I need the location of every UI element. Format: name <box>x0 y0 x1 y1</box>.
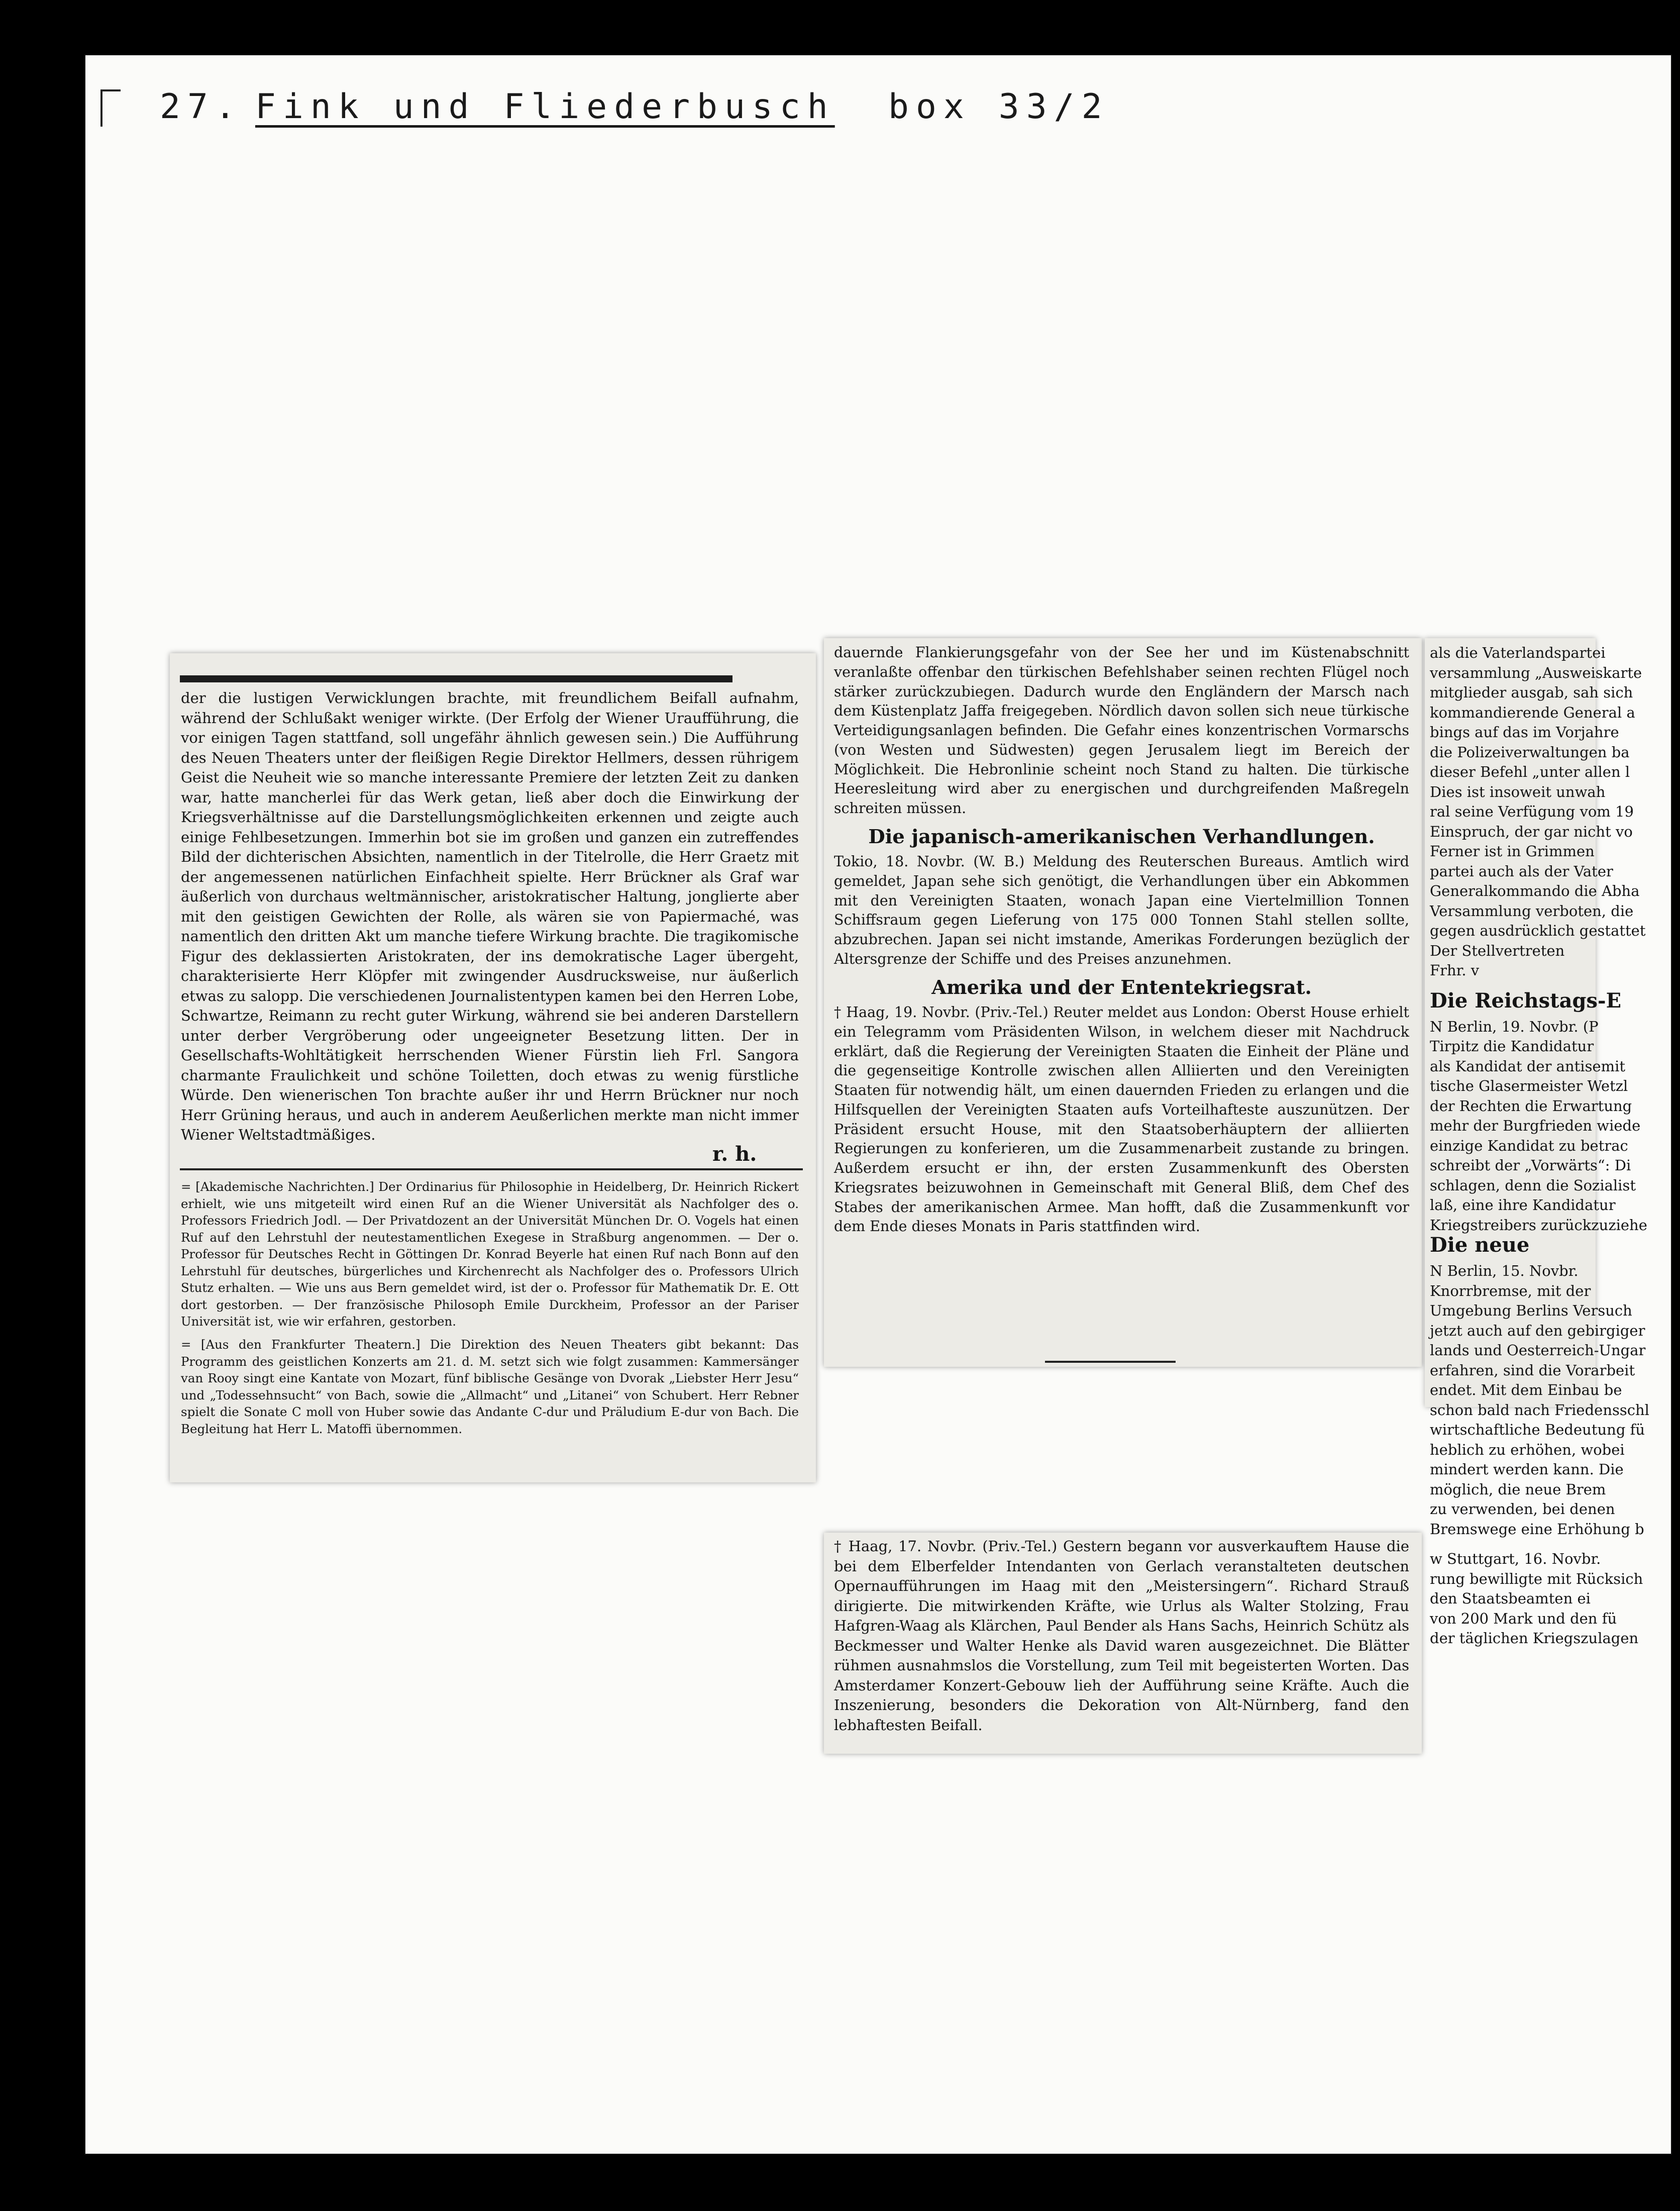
right-column-line: tische Glasermeister Wetzl <box>1430 1077 1628 1094</box>
clipping-right-column <box>1425 638 1649 1647</box>
notice-academic: = [Akademische Nachrichten.] Der Ordinarius für Philosophie in Heidelberg, Dr. Heinrich Rickert erhielt, wie uns mitgeteilt wird einen Ruf an die Wiener Universität als Nachfolger des o. Professors Friedrich Jodl. — Der Privatdozent an der Universität München Dr. O. Vogels hat einen Ruf auf den Lehrstuhl der neutestamentlichen Exegese in Straßburg angenommen. — Der o. Professor für Deutsches Recht in Göttingen Dr. Konrad Beyerle hat einen Ruf nach Bonn auf den Lehrstuhl für deutsches, bürgerliches und Kirchenrecht als Nachfolger des o. Professors Ulrich Stutz erhalten. — Wie uns aus Bern gemeldet wird, ist der o. Professor für Mathematik Dr. E. Ott dort gestorben. — Der französische Philosoph Emile Durckheim, Professor an der Pariser Universität ist, wie wir erfahren, gestorben. <box>181 1179 799 1329</box>
news-paragraph-haag-opera: † Haag, 17. Novbr. (Priv.-Tel.) Gestern begann vor ausverkauftem Hause die bei dem Elberfelder Intendanten von Gerlach veranstalteten deutschen Opernaufführungen im Haag mit den „Meistersingern“. Richard Strauß dirigierte. Die mitwirkenden Kräfte, wie Urlus als Walter Stolzing, Frau Hafgren-Waag als Klärchen, Paul Bender als Hans Sachs, Heinrich Schütz als Beckmesser und Walter Henke als David waren ausgezeichnet. Die Blätter rühmen ausnahmslos die Vorstellung, zum Teil mit begeisterten Worten. Das Amsterdamer Konzert-Gebouw lieh der Aufführung seine Kräfte. Auch die Inszenierung, besonders die Dekoration von Alt-Nürnberg, fand den lebhaftesten Beifall. <box>834 1538 1409 1734</box>
right-column-line: dieser Befehl „unter allen l <box>1430 763 1630 780</box>
right-column-line: jetzt auch auf den gebirgiger <box>1430 1322 1645 1339</box>
column-top-rule <box>180 675 732 682</box>
right-column-line: endet. Mit dem Einbau be <box>1430 1381 1622 1398</box>
right-column-line: Frhr. v <box>1430 962 1480 979</box>
clipping-news <box>824 638 1422 1367</box>
right-column-line: der Rechten die Erwartung <box>1430 1097 1632 1115</box>
right-column-line: Die neue <box>1430 1233 1530 1257</box>
right-column-line: heblich zu erhöhen, wobei <box>1430 1441 1625 1458</box>
right-column-line: mindert werden kann. Die <box>1430 1461 1624 1478</box>
clipping-news-opera <box>824 1533 1422 1754</box>
right-column-line: mitglieder ausgab, sah sich <box>1430 684 1633 701</box>
right-column-line: zu verwenden, bei denen <box>1430 1500 1615 1518</box>
folder-number: 27. <box>160 87 243 127</box>
clipping-review <box>170 653 816 1482</box>
review-signature: r. h. <box>712 1142 757 1166</box>
right-column-line: der täglichen Kriegszulagen <box>1430 1630 1639 1647</box>
right-column-line: Der Stellvertreten <box>1430 942 1565 959</box>
right-column-line: schlagen, denn die Sozialist <box>1430 1176 1636 1194</box>
notice-frankfurt-theater: = [Aus den Frankfurter Theatern.] Die Direktion des Neuen Theaters gibt bekannt: Das Programm des geistlichen Konzerts am 21. d. M. setzt sich wie folgt zusammen: Kammersänger van Rooy singt eine Kantate von Mozart, fünf biblische Gesänge von Dvorak „Liebster Herr Jesu“ und „Todessehnsucht“ von Bach, sowie die „Allmacht“ und „Litanei“ von Schubert. Herr Rebner spielt die Sonate C moll von Huber sowie das Andante C-dur und Präludium E-dur von Bach. Die Begleitung hat Herr L. Matoffi übernommen. <box>181 1337 799 1436</box>
right-column-line: den Staatsbeamten ei <box>1430 1590 1591 1607</box>
clipping-news-cont <box>824 1357 1422 2211</box>
right-column-line: Die Reichstags-E <box>1430 988 1622 1013</box>
right-column-line: N Berlin, 19. Novbr. (P <box>1430 1018 1599 1035</box>
right-column-line: Knorrbremse, mit der <box>1430 1282 1591 1299</box>
right-column-line: versammlung „Ausweiskarte <box>1430 664 1642 681</box>
right-column-line: schon bald nach Friedensschl <box>1430 1401 1649 1419</box>
corner-mark <box>100 89 121 127</box>
folder-title: Fink und Fliederbusch <box>255 87 835 127</box>
right-column-line: möglich, die neue Brem <box>1430 1480 1606 1498</box>
news-paragraph-tokio: Tokio, 18. Novbr. (W. B.) Meldung des Reuterschen Bureaus. Amtlich wird gemeldet, Japan sehe sich genötigt, die Verhandlungen über ein Abkommen mit den Vereinigten Staaten, wonach Japan eine Viertelmillion Tonnen Schiffsraum gegen Lieferung von 175 000 Tonnen Stahl stellen sollte, abzubrechen. Japan sei nicht imstande, Amerikas Forderungen bezüglich der Altersgrenze der Schiffe und des Preises anzunehmen. <box>834 853 1409 967</box>
right-column-line: lands und Oesterreich-Ungar <box>1430 1342 1646 1359</box>
right-column-line: w Stuttgart, 16. Novbr. <box>1430 1550 1601 1567</box>
right-column-line: die Polizeiverwaltungen ba <box>1430 743 1630 761</box>
right-column-line: als Kandidat der antisemit <box>1430 1057 1626 1075</box>
right-column-line: erfahren, sind die Vorarbeit <box>1430 1361 1635 1379</box>
right-column-line: ral seine Verfügung vom 19 <box>1430 803 1634 820</box>
right-column-line: mehr der Burgfrieden wiede <box>1430 1117 1641 1134</box>
news-paragraph-haag-war-council: † Haag, 19. Novbr. (Priv.-Tel.) Reuter meldet aus London: Oberst House erhielt ein Telegramm vom Präsidenten Wilson, in welchem dieser mit Nachdruck erklärt, daß die Regierung der Vereinigten Staaten die Einheit der Pläne und die gegenseitige Kontrolle zwischen allen Alliierten und den Vereinigten Staaten für notwendig hält, um einen dauernden Frieden zu erlangen und die Hilfsquellen der Vereinigten Staaten aufs Vorteilhafteste auszunützen. Der Präsident ersucht House, mit den Staatsoberhäuptern der alliierten Regierungen zu konferieren, um die Zusammenarbeit zustande zu bringen. Außerdem ersucht er ihn, der ersten Zusammenkunft des Obersten Kriegsrates beizuwohnen in Gemeinschaft mit General Bliß, dem Chef des Stabes der amerikanischen Armee. Man hofft, daß die Zusammenkunft vor dem Ende dieses Monats in Paris stattfinden wird. <box>834 1004 1409 1235</box>
right-column-line: gegen ausdrücklich gestattet <box>1430 922 1646 939</box>
right-column-line: kommandierende General a <box>1430 703 1635 721</box>
heading-war-council: Amerika und der Ententekriegsrat. <box>931 976 1312 999</box>
right-column-line: Tirpitz die Kandidatur <box>1430 1038 1594 1055</box>
right-column-line: partei auch als der Vater <box>1430 862 1613 880</box>
right-column-line: von 200 Mark und den fü <box>1430 1610 1617 1627</box>
heading-japan-america: Die japanisch-amerikanischen Verhandlungen. <box>868 826 1375 848</box>
right-column-line: Umgebung Berlins Versuch <box>1430 1302 1632 1319</box>
right-column-line: N Berlin, 15. Novbr. <box>1430 1262 1579 1279</box>
right-column-line: bings auf das im Vorjahre <box>1430 724 1619 741</box>
right-column-line: als die Vaterlandspartei <box>1430 644 1606 661</box>
right-column-line: Versammlung verboten, die <box>1430 902 1634 920</box>
right-column-line: Einspruch, der gar nicht vo <box>1430 823 1633 840</box>
news-paragraph-palestine: dauernde Flankierungsgefahr von der See her und im Küstenabschnitt veranlaßte offenbar den türkischen Befehlshaber seinen rechten Flügel noch stärker zurückzubiegen. Dadurch wurde den Engländern der Marsch nach dem Küstenplatz Jaffa freigegeben. Nördlich davon sollen sich neue türkische Verteidigungsanlagen befinden. Die Gefahr eines konzentrischen Vormarschs (von Westen und Südwesten) gegen Jerusalem liegt im Bereich der Möglichkeit. Die Hebronlinie scheint noch Stand zu halten. Die türkische Heeresleitung wird aber zu energischen und durchgreifenden Maßregeln schreiten müssen. <box>834 644 1409 817</box>
right-column-line: rung bewilligte mit Rücksich <box>1430 1570 1643 1587</box>
right-column-line: Kriegstreibers zurückzuziehe <box>1430 1216 1647 1234</box>
right-column-line: Dies ist insoweit unwah <box>1430 783 1606 800</box>
right-column-line: schreibt der „Vorwärts“: Di <box>1430 1157 1631 1174</box>
review-text: der die lustigen Verwicklungen brachte, mit freundlichem Beifall aufnahm, während der Schlußakt weniger wirkte. (Der Erfolg der Wiener Uraufführung, die vor einigen Tagen stattfand, soll ungefähr ähnlich gewesen sein.) Die Aufführung des Neuen Theaters unter der fleißigen Regie Direktor Hellmers, dessen rührigem Geist die Neuheit wie so manche interessante Premiere der letzten Zeit zu danken war, hatte mancherlei für das Werk getan, ließ aber doch die Einwirkung der Kriegsverhältnisse auf die Darstellungsmöglichkeiten erkennen und zeigte auch einige Fehlbesetzungen. Immerhin bot sie im großen und ganzen ein zutreffendes Bild der dichterischen Absichten, namentlich in der Titelrolle, die Herr Graetz mit der angemessenen natürlichen Einfachheit spielte. Herr Brückner als Graf war äußerlich von durchaus weltmännischer, aristokratischer Haltung, jonglierte aber mit den geistigen Gewichten der Rolle, als wären sie von Papiermaché, was namentlich den dritten Akt um manche tiefere Wirkung brachte. Die tragikomische Figur des deklassierten Aristokraten, der ins demokratische Lager übergeht, charakterisierte Herr Klöpfer mit zwingender Ausdrucksweise, nur äußerlich etwas zu salopp. Die verschiedenen Journalistentypen kamen bei den Herren Lobe, Schwartze, Reimann zu recht guter Wirkung, während sie bei anderen Darstellern unter derber Vergröberung oder ungeeigneter Besetzung litten. Der in Gesellschafts-Wohltätigkeit herrschenden Wiener Fürstin lieh Frl. Sangora charmante Fraulichkeit und schöne Toiletten, doch etwas zu wenig fürstliche Würde. Den wienerischen Ton brachte außer ihr und Herrn Brückner nur noch Herr Grüning heraus, und auch in anderem Aeußerlichen merkte man nicht immer Wiener Weltstadtmäßiges. <box>181 689 799 1143</box>
right-column-line: wirtschaftliche Bedeutung fü <box>1430 1421 1645 1438</box>
box-label: box 33/2 <box>888 87 1109 127</box>
separator-line <box>180 1168 803 1170</box>
right-column-line: laß, eine ihre Kandidatur <box>1430 1196 1616 1214</box>
right-column-line: einzige Kandidat zu betrac <box>1430 1137 1628 1154</box>
right-column-line: Generalkommando die Abha <box>1430 882 1640 899</box>
right-column-line: Ferner ist in Grimmen <box>1430 843 1595 860</box>
right-column-line: Bremswege eine Erhöhung b <box>1430 1520 1644 1538</box>
short-separator <box>1045 1361 1176 1363</box>
